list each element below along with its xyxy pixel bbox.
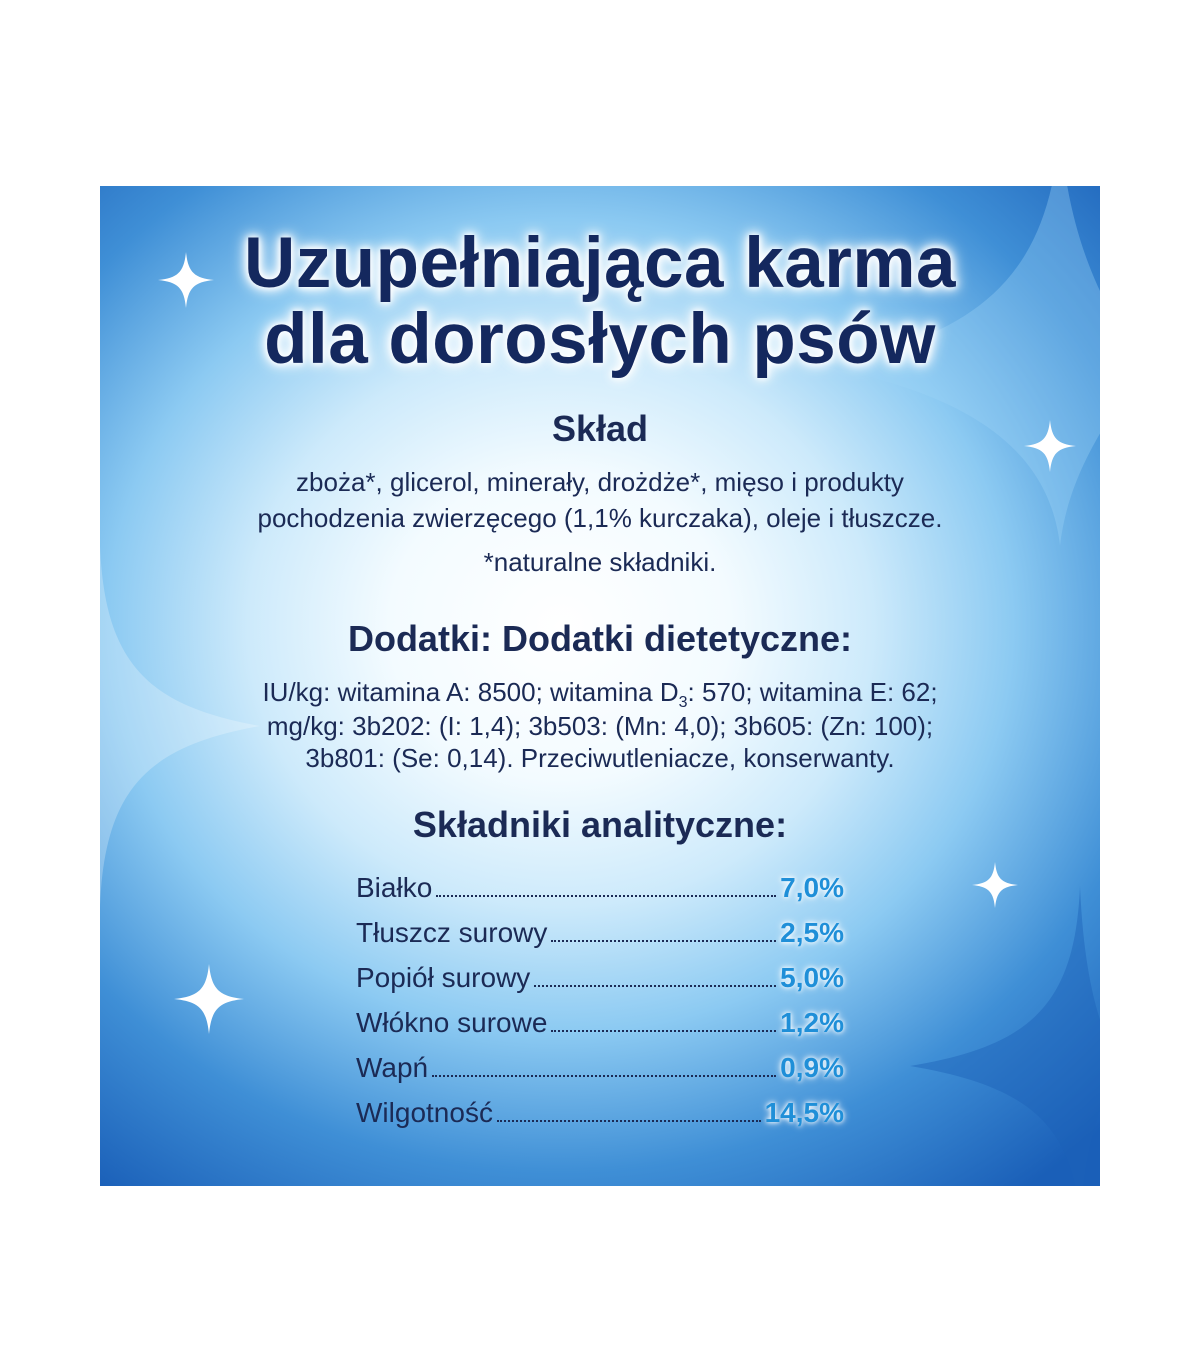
additives-line-1-part-2: : 570; witamina E: 62; — [687, 677, 938, 707]
composition-line-2: pochodzenia zwierzęcego (1,1% kurczaka), oleje i tłuszcze. — [257, 503, 943, 533]
leader-dots — [551, 1029, 776, 1032]
composition-footnote: *naturalne składniki. — [483, 547, 717, 577]
title-line-1: Uzupełniająca karma — [244, 224, 956, 303]
composition-line-1: zboża*, glicerol, minerały, drożdże*, mięso i produkty — [296, 467, 904, 497]
leader-dots — [497, 1119, 761, 1122]
row-value: 5,0% — [780, 962, 844, 993]
additives-line-2: mg/kg: 3b202: (I: 1,4); 3b503: (Mn: 4,0); 3b605: (Zn: 100); — [266, 711, 934, 741]
product-info-panel — [100, 186, 1100, 1186]
analytical-heading: Składniki analityczne: — [412, 804, 788, 845]
sparkle-icon — [972, 862, 1018, 908]
sparkle-icon — [174, 964, 244, 1034]
row-value: 2,5% — [780, 917, 844, 948]
analytical-row-fibre — [356, 1007, 844, 1039]
analytical-row-protein — [356, 872, 844, 904]
row-label: Popiół surowy — [356, 962, 531, 993]
analytical-row-moisture — [356, 1097, 844, 1129]
row-label: Wilgotność — [356, 1097, 493, 1128]
row-label: Włókno surowe — [356, 1007, 548, 1038]
row-value: 14,5% — [764, 1097, 844, 1128]
analytical-row-calcium — [356, 1052, 844, 1084]
additives-line-1-part-1: IU/kg: witamina A: 8500; witamina D — [262, 677, 679, 707]
leader-dots — [432, 1074, 776, 1077]
row-value: 1,2% — [780, 1007, 844, 1038]
row-value: 7,0% — [780, 872, 844, 903]
additives-heading: Dodatki: Dodatki dietetyczne: — [347, 618, 853, 659]
large-star-shape-bottom-right — [880, 886, 1100, 1186]
analytical-row-fat — [356, 917, 844, 949]
leader-dots — [436, 894, 776, 897]
row-label: Tłuszcz surowy — [356, 917, 548, 948]
composition-heading: Skład — [551, 408, 649, 449]
row-value: 0,9% — [780, 1052, 844, 1083]
leader-dots — [551, 939, 776, 942]
analytical-row-ash — [356, 962, 844, 994]
leader-dots — [534, 984, 776, 987]
additives-line-1-subscript: 3 — [678, 694, 688, 712]
row-label: Białko — [356, 872, 433, 903]
row-label: Wapń — [356, 1052, 429, 1083]
additives-line-3: 3b801: (Se: 0,14). Przeciwutleniacze, konserwanty. — [305, 743, 895, 773]
title-line-2: dla dorosłych psów — [264, 300, 936, 379]
